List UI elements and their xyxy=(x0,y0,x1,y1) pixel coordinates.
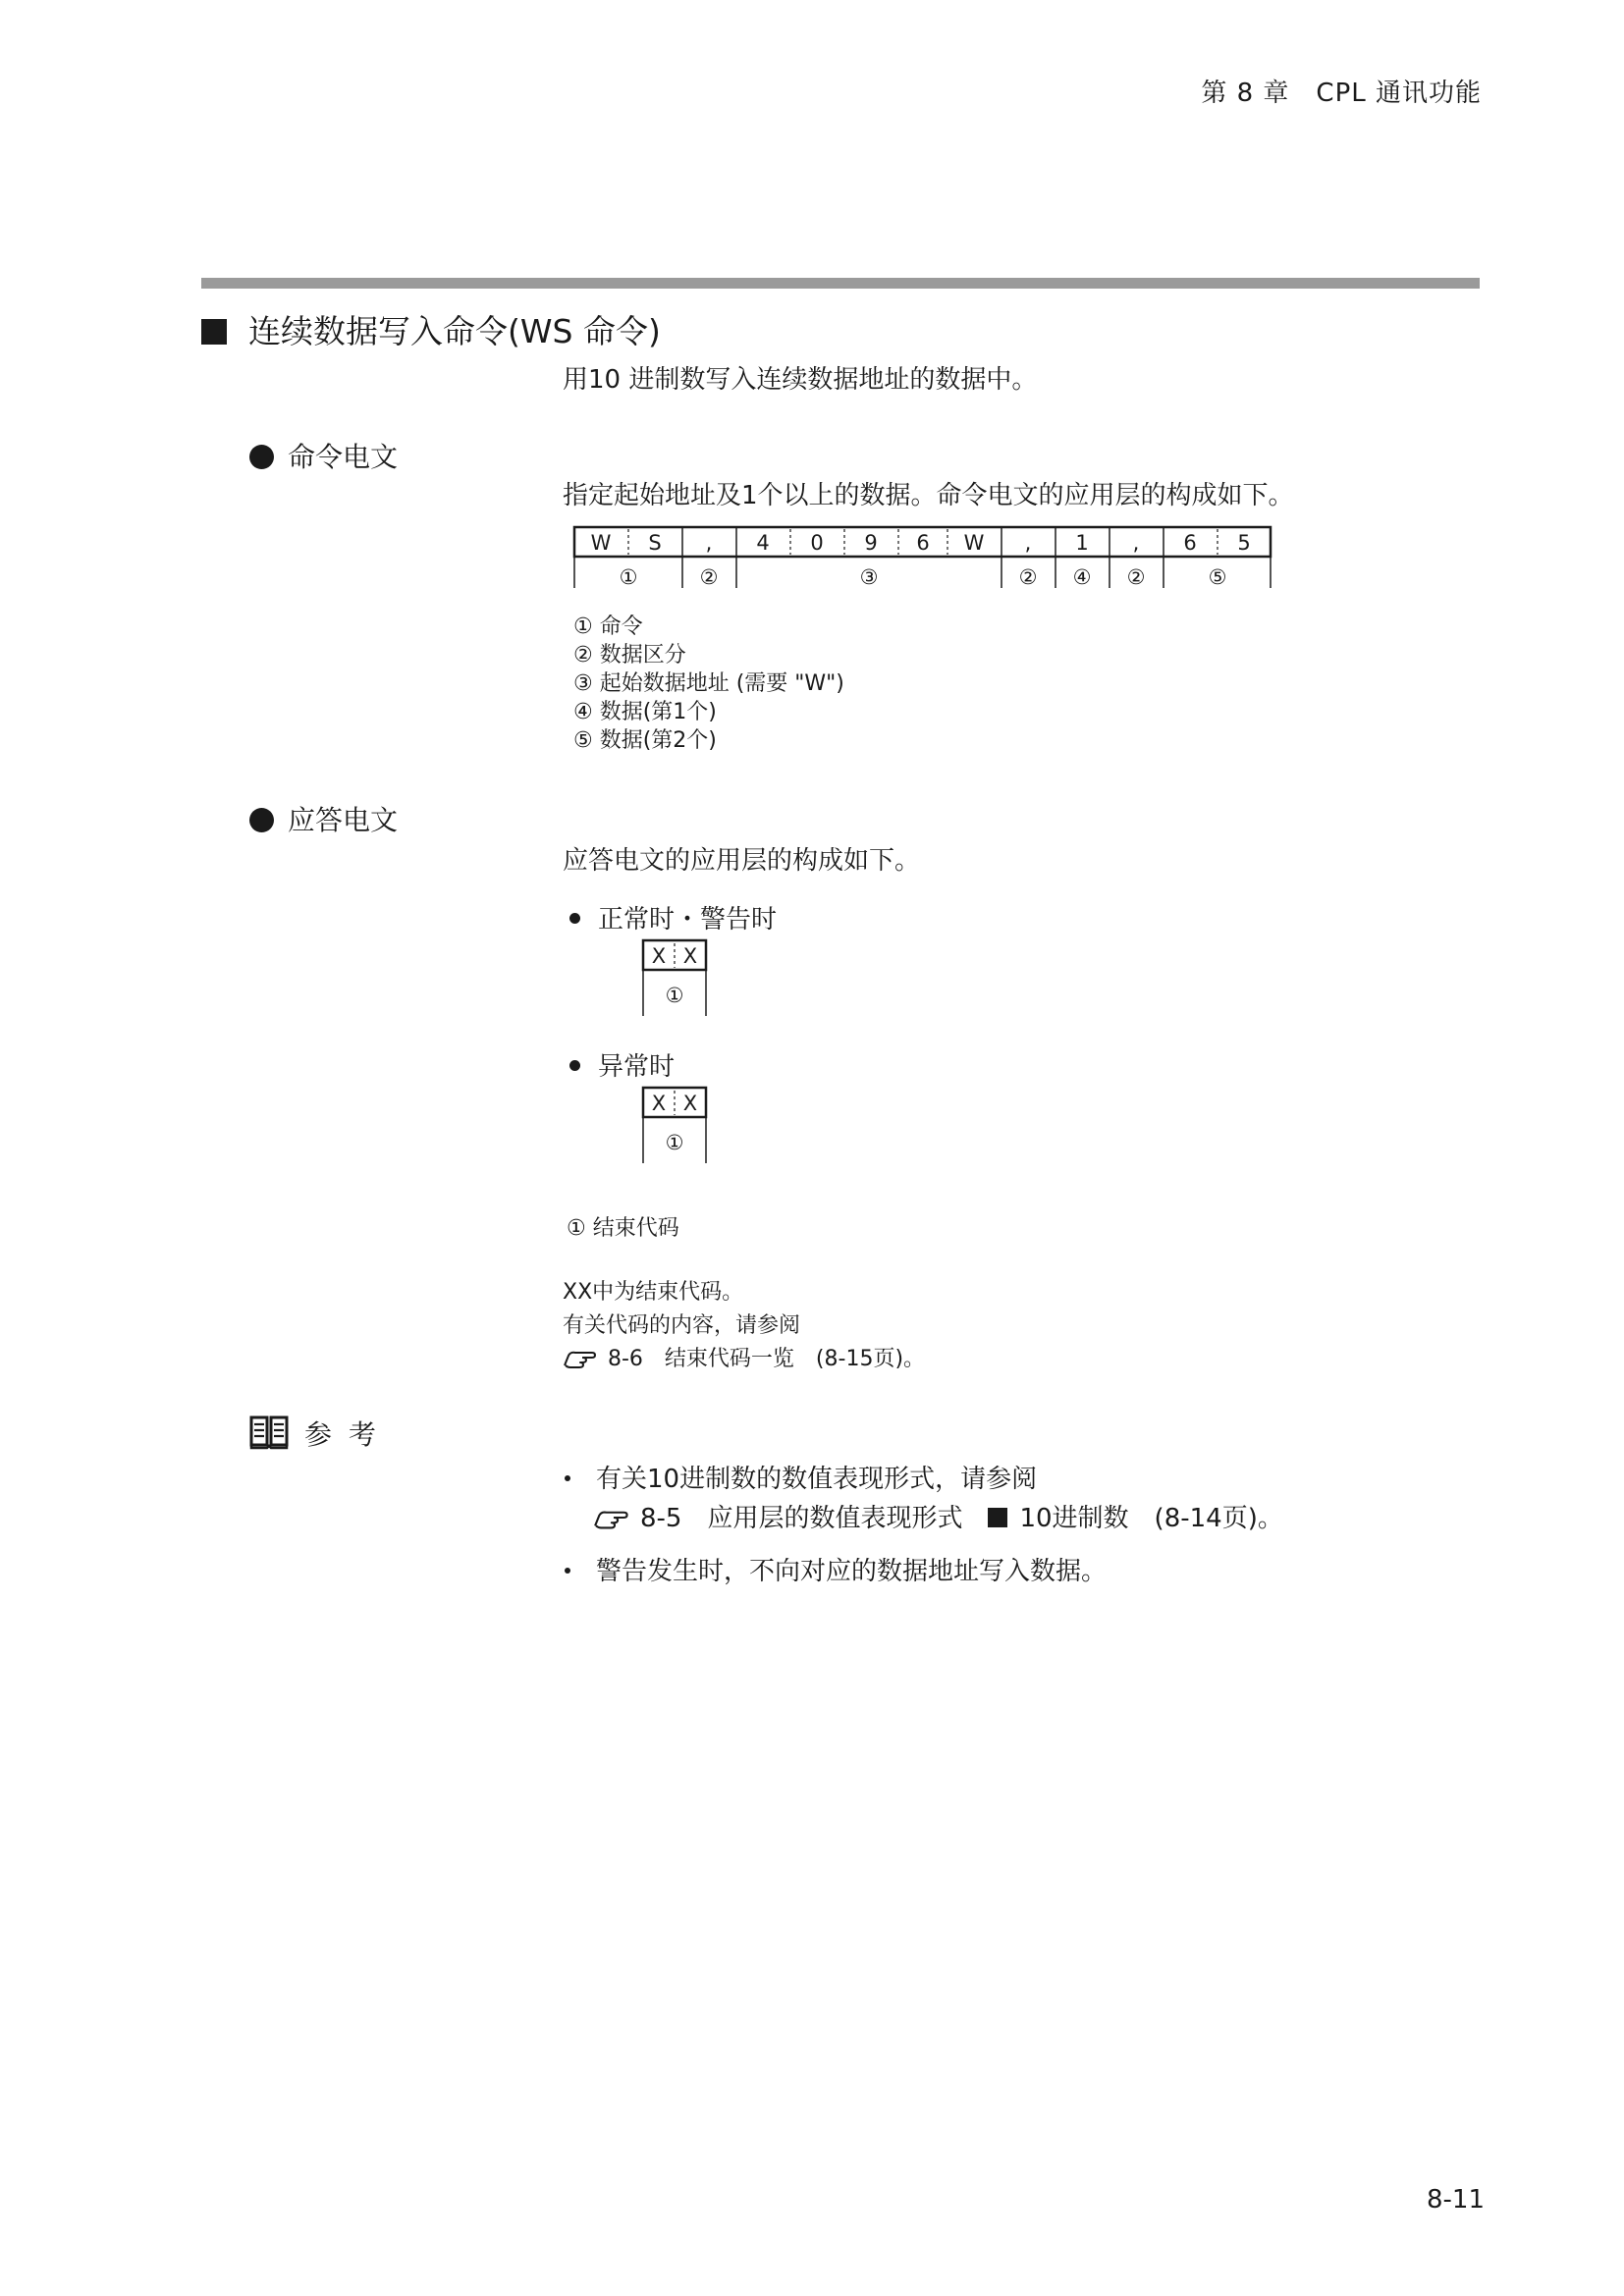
command-legend xyxy=(573,613,844,755)
cell-6: 9 xyxy=(864,531,878,555)
cell-7: 6 xyxy=(916,531,930,555)
cell-x2: X xyxy=(682,944,698,968)
cell-1: W xyxy=(590,531,612,555)
reference-heading-text: 参 考 xyxy=(304,1418,380,1451)
group-1: ① xyxy=(665,984,684,1007)
command-frame-diagram xyxy=(569,523,1276,594)
reference-item-2 xyxy=(565,1551,1107,1587)
command-desc: 指定起始地址及1个以上的数据。命令电文的应用层的构成如下。 xyxy=(563,481,1294,510)
note-line: 有关代码的内容，请参阅 xyxy=(563,1313,801,1338)
group-1: ① xyxy=(665,1131,684,1154)
book-icon xyxy=(249,1415,289,1450)
response-notes xyxy=(563,1276,925,1376)
command-heading-text: 命令电文 xyxy=(288,441,399,473)
legend-item: ① 命令 xyxy=(573,614,643,639)
cell-x2: X xyxy=(682,1092,698,1115)
error-label-text: 异常时 xyxy=(598,1052,676,1082)
bullet-icon xyxy=(565,1568,570,1574)
reference-item-2-text: 警告发生时，不向对应的数据地址写入数据。 xyxy=(596,1557,1108,1586)
cell-11: , xyxy=(1132,531,1140,555)
cell-x1: X xyxy=(651,944,667,968)
cell-4: 4 xyxy=(756,531,770,555)
group-1: ① xyxy=(619,565,638,589)
reference-heading xyxy=(249,1414,380,1453)
section-rule xyxy=(201,278,1480,289)
error-response-diagram xyxy=(640,1085,709,1165)
group-4: ② xyxy=(1018,565,1038,589)
reference-text: 8-6 结束代码一览 (8-15页)。 xyxy=(608,1347,926,1371)
group-6: ② xyxy=(1126,565,1146,589)
legend-item: ④ 数据(第1个) xyxy=(573,700,717,724)
normal-response-diagram xyxy=(640,937,709,1018)
cell-10: 1 xyxy=(1075,531,1089,555)
response-heading-text: 应答电文 xyxy=(288,804,399,836)
error-label xyxy=(569,1046,675,1083)
section-title xyxy=(201,306,661,352)
bullet-icon xyxy=(569,913,580,924)
cell-x1: X xyxy=(651,1092,667,1115)
note-line: XX中为结束代码。 xyxy=(563,1280,744,1305)
group-5: ④ xyxy=(1072,565,1092,589)
cell-5: 0 xyxy=(810,531,824,555)
legend-item: ② 数据区分 xyxy=(573,643,686,667)
circle-bullet-icon xyxy=(249,808,274,832)
reference-item-1 xyxy=(565,1459,1037,1495)
cell-3: , xyxy=(705,531,713,555)
group-3: ③ xyxy=(859,565,879,589)
square-bullet-icon xyxy=(201,319,227,345)
section-intro: 用10 进制数写入连续数据地址的数据中。 xyxy=(563,365,1038,395)
reference-line xyxy=(563,1343,925,1376)
response-desc: 应答电文的应用层的构成如下。 xyxy=(563,846,921,876)
response-heading xyxy=(249,799,398,838)
legend-item: ③ 起始数据地址 (需要 "W") xyxy=(573,671,844,696)
pointing-hand-icon xyxy=(593,1505,636,1530)
response-legend: ① 结束代码 xyxy=(567,1216,679,1241)
cell-2: S xyxy=(648,531,662,555)
bullet-icon xyxy=(569,1060,580,1071)
cell-13: 5 xyxy=(1237,531,1251,555)
chapter-header: 第 8 章 CPL 通讯功能 xyxy=(1201,79,1482,108)
reference-link-b: 10进制数 (8-14页)。 xyxy=(1019,1504,1283,1533)
normal-label xyxy=(569,899,777,935)
pointing-hand-icon xyxy=(563,1346,604,1369)
cell-9: , xyxy=(1024,531,1032,555)
group-7: ⑤ xyxy=(1208,565,1227,589)
circle-bullet-icon xyxy=(249,445,274,469)
reference-item-1-text: 有关10进制数的数值表现形式，请参阅 xyxy=(596,1465,1038,1494)
page-number: 8-11 xyxy=(1427,2185,1486,2215)
legend-item: ⑤ 数据(第2个) xyxy=(573,728,717,753)
command-heading xyxy=(249,436,398,475)
section-title-text: 连续数据写入命令(WS 命令) xyxy=(248,312,661,350)
cell-12: 6 xyxy=(1183,531,1197,555)
group-2: ② xyxy=(699,565,719,589)
normal-label-text: 正常时・警告时 xyxy=(598,905,778,934)
cell-8: W xyxy=(963,531,985,555)
square-bullet-icon xyxy=(988,1508,1007,1527)
reference-link-a: 8-5 应用层的数值表现形式 xyxy=(640,1504,963,1533)
reference-item-1-link xyxy=(593,1498,1283,1534)
bullet-icon xyxy=(565,1475,570,1481)
